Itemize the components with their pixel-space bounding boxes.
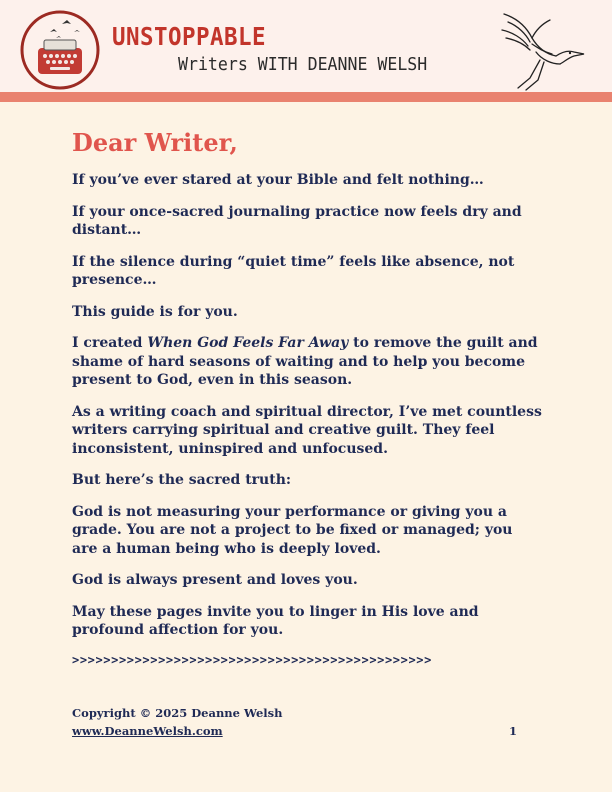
copyright-text: Copyright © 2025 Deanne Welsh — [72, 706, 283, 720]
page-footer — [72, 704, 517, 740]
letter-paragraph: If the silence during “quiet time” feels like absence, not presence… — [72, 253, 515, 288]
brand-title: UNSTOPPABLE — [112, 22, 266, 51]
header-accent-bar — [0, 92, 612, 102]
guide-title: When God Feels Far Away — [147, 335, 349, 351]
heron-icon — [496, 8, 588, 92]
letter-body — [72, 128, 542, 667]
page-number: 1 — [508, 724, 517, 738]
website-link[interactable]: www.DeanneWelsh.com — [72, 724, 223, 738]
typewriter-birds-icon — [20, 10, 100, 90]
letter-paragraph: But here’s the sacred truth: — [72, 472, 292, 488]
letter-paragraph: If you’ve ever stared at your Bible and felt nothing… — [72, 172, 484, 188]
letter-paragraph: God is always present and loves you. — [72, 572, 358, 588]
letter-paragraph: As a writing coach and spiritual director, I’ve met countless writers carrying spiritual and creative guilt. They feel inconsistent, uninspired and unfocused. — [72, 403, 542, 457]
letter-greeting: Dear Writer, — [72, 128, 238, 157]
paragraph-text: I created — [72, 335, 148, 351]
paragraph-text: to remove the guilt and shame of hard seasons of waiting and to help you become present to God, even in this season. — [72, 335, 538, 388]
letter-paragraph-guide-title — [72, 334, 542, 390]
letter-paragraph: May these pages invite you to linger in His love and profound affection for you. — [72, 603, 479, 638]
letter-paragraph: This guide is for you. — [72, 303, 238, 320]
letter-paragraph: If your once-sacred journaling practice now feels dry and distant… — [72, 203, 522, 238]
page-header — [0, 0, 612, 92]
section-divider: >>>>>>>>>>>>>>>>>>>>>>>>>>>>>>>>>>>>>>>>>>>>>> — [72, 652, 432, 667]
brand-subtitle: Writers WITH DEANNE WELSH — [178, 54, 428, 75]
letter-paragraph: God is not measuring your performance or giving you a grade. You are not a project to be fixed or managed; you are a human being who is deeply loved. — [72, 503, 513, 557]
